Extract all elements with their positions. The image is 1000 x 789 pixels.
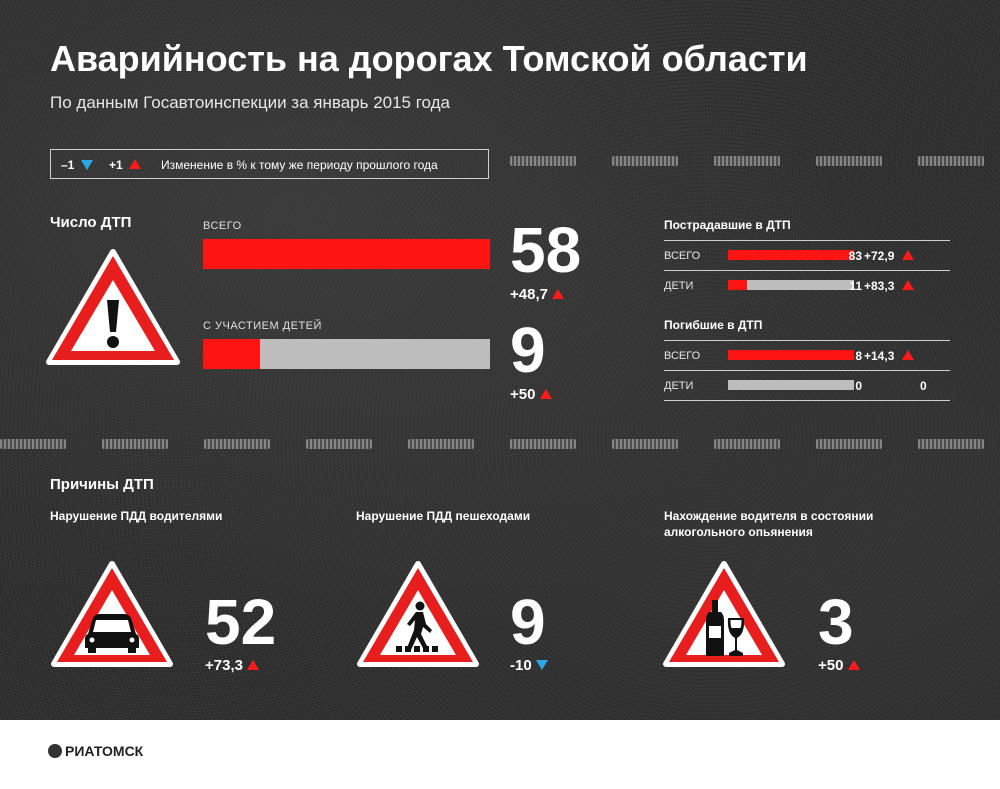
row-label: ДЕТИ: [664, 280, 694, 292]
ria-tomsk-logo: РИАТОМСК: [48, 743, 143, 759]
row-value: 11: [849, 279, 862, 293]
table-row: [664, 270, 950, 300]
legend-plus-label: +1: [109, 158, 123, 172]
killed-heading: Погибшие в ДТП: [664, 318, 763, 332]
up-arrow-icon: [902, 280, 914, 290]
footer: [0, 720, 1000, 789]
cause-pedestrians-change: -10: [510, 657, 548, 674]
legend-description: Изменение в % к тому же периоду прошлого года: [161, 158, 438, 172]
row-change: +83,3: [864, 279, 914, 293]
cause-alcohol-value: 3: [818, 586, 854, 658]
accidents-children-bar: [203, 339, 490, 369]
accidents-total-bar-fill: [203, 239, 490, 269]
road-marking-middle: [0, 439, 1000, 449]
killed-table: [664, 340, 950, 401]
up-arrow-icon: [848, 660, 860, 670]
row-label: ВСЕГО: [664, 350, 701, 362]
accidents-children-bar-fill: [203, 339, 260, 369]
accidents-total-change: +48,7: [510, 286, 564, 303]
up-arrow-icon: [902, 250, 914, 260]
injured-table: [664, 240, 950, 300]
warning-exclamation-icon: [45, 248, 181, 368]
row-label: ВСЕГО: [664, 250, 701, 262]
row-value: 83: [848, 249, 862, 263]
cause-pedestrians-value: 9: [510, 586, 546, 658]
row-bar: [728, 250, 854, 260]
accidents-total-value: 58: [510, 214, 582, 286]
accidents-children-change: +50: [510, 386, 552, 403]
row-value: 0: [855, 379, 862, 393]
up-arrow-icon: [247, 660, 259, 670]
accidents-total-bar: [203, 239, 490, 269]
table-row: [664, 340, 950, 370]
cause-drivers-change: +73,3: [205, 657, 259, 674]
cause-title-drivers: Нарушение ПДД водителями: [50, 509, 223, 523]
logo-mark-icon: [48, 744, 62, 758]
up-arrow-icon: [540, 389, 552, 399]
car-warning-icon: [50, 560, 174, 670]
cause-alcohol-change: +50: [818, 657, 860, 674]
car-icon: [85, 614, 139, 653]
up-arrow-icon: [902, 350, 914, 360]
page-title: Аварийность на дорогах Томской области: [50, 38, 808, 79]
page-subtitle: По данным Госавтоинспекции за январь 2015 года: [50, 93, 451, 112]
cause-drivers-value: 52: [205, 586, 277, 658]
row-change: 0: [920, 379, 927, 393]
accidents-children-label: С УЧАСТИЕМ ДЕТЕЙ: [203, 320, 322, 332]
cause-title-pedestrians: Нарушение ПДД пешеходами: [356, 509, 531, 523]
legend-box: [50, 149, 489, 179]
row-bar: [728, 380, 854, 390]
accidents-heading: Число ДТП: [50, 214, 132, 231]
table-row: [664, 240, 950, 270]
table-row: [664, 370, 950, 401]
down-arrow-icon: [81, 159, 93, 173]
pedestrian-warning-icon: [356, 560, 480, 670]
injured-heading: Пострадавшие в ДТП: [664, 218, 791, 232]
row-bar: [728, 280, 854, 290]
legend-minus-label: –1: [61, 158, 75, 172]
causes-heading: Причины ДТП: [50, 476, 154, 493]
row-value: 8: [855, 349, 862, 363]
alcohol-warning-icon: [662, 560, 786, 670]
accidents-children-value: 9: [510, 314, 546, 386]
row-bar: [728, 350, 854, 360]
cause-title-alcohol: Нахождение водителя в состоянии алкогольного опьянения: [664, 509, 874, 539]
up-arrow-icon: [129, 158, 141, 172]
row-label: ДЕТИ: [664, 380, 694, 392]
row-change: +72,9: [864, 249, 914, 263]
up-arrow-icon: [552, 289, 564, 299]
row-change: +14,3: [864, 349, 914, 363]
accidents-total-label: ВСЕГО: [203, 220, 242, 232]
down-arrow-icon: [536, 660, 548, 670]
